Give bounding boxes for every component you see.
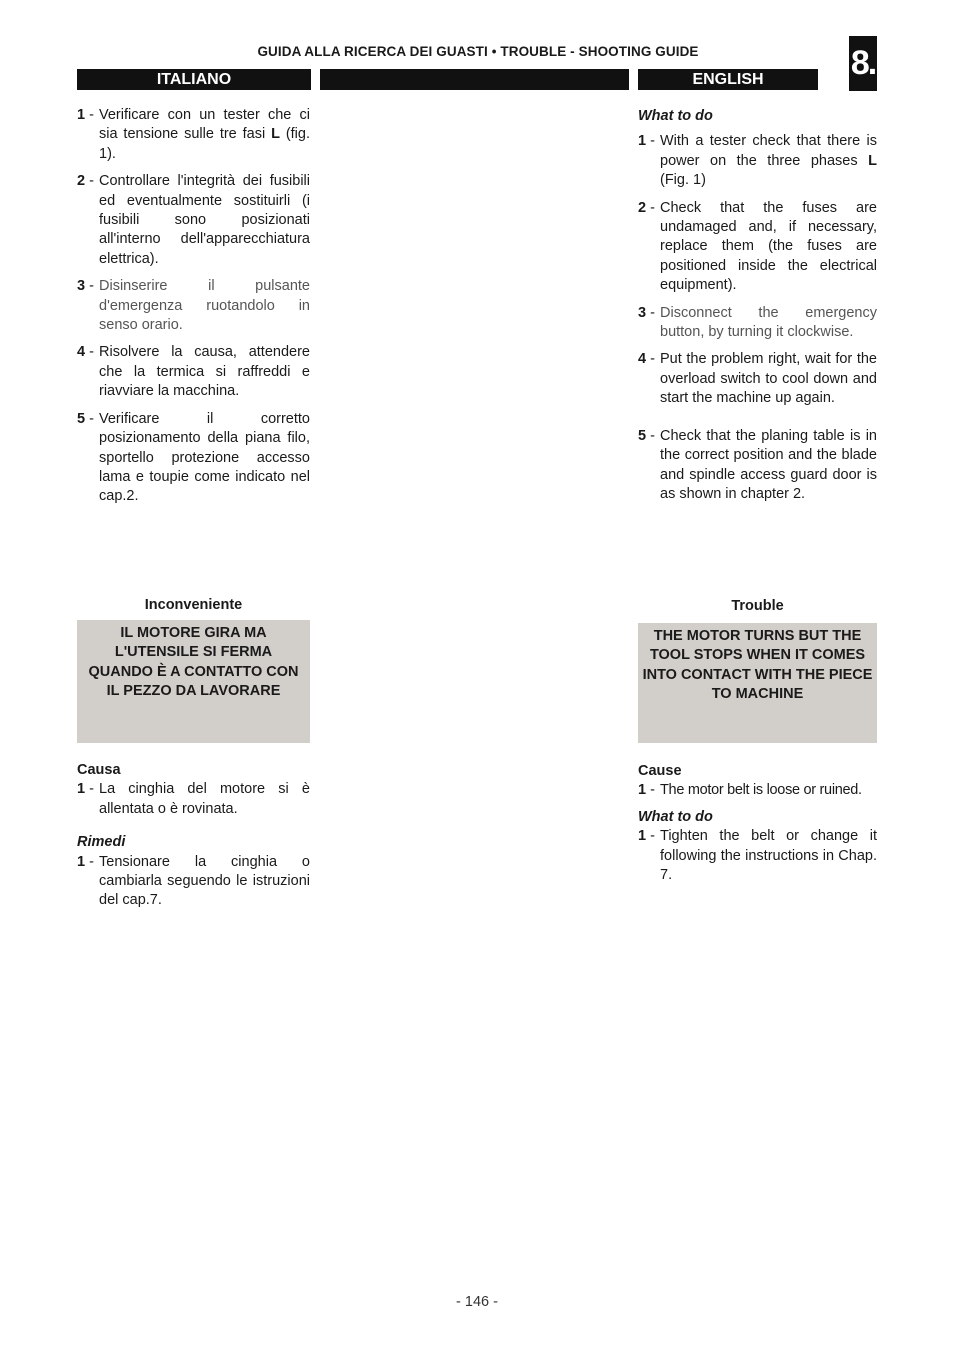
step-number: 4	[638, 351, 647, 368]
step-bold-ref: L	[271, 126, 280, 143]
cause-text: La cinghia del motore si è allentata o è rovinata.	[99, 781, 310, 817]
remedy-text: Tensionare la cinghia o cambiarla seguendo le istruzioni del cap.7.	[99, 853, 310, 909]
running-header: GUIDA ALLA RICERCA DEI GUASTI • TROUBLE - SHOOTING GUIDE	[257, 44, 699, 59]
step-text: With a tester check that there is power on the three phases	[660, 133, 877, 169]
english-step-5: 5 - Check that the planing table is in the correct position and the blade and spindle access guard door is as shown in chapter 2.	[638, 427, 877, 505]
step-text: Check that the planing table is in the correct position and the blade and spindle access guard door is as shown in chapter 2.	[660, 427, 877, 502]
trouble-label-italian: Inconveniente	[144, 597, 243, 613]
italian-step-2: 2 - Controllare l'integrità dei fusibili ed eventualmente sostituirli (i fusibili sono posizionati all'interno dell'apparecchiatura elettrica).	[77, 172, 310, 269]
remedy-title: What to do	[638, 808, 713, 825]
step-text: Put the problem right, wait for the overload switch to cool down and start the machine up again.	[660, 351, 877, 407]
step-number: 3	[77, 278, 86, 295]
english-step-1: 1 - With a tester check that there is power on the three phases L (Fig. 1)	[638, 133, 877, 189]
italian-step-3: 3 - Disinserire il pulsante d'emergenza ruotandolo in senso orario.	[77, 277, 310, 335]
lang-bar-english: ENGLISH	[638, 69, 818, 90]
italian-remedy-1: 1 - Tensionare la cinghia o cambiarla seguendo le istruzioni del cap.7.	[77, 853, 310, 911]
english-cause-1: 1 - The motor belt is loose or ruined.	[638, 781, 877, 800]
step-number: 5	[77, 410, 86, 427]
italian-steps	[77, 106, 310, 515]
trouble-label-english: Trouble	[731, 598, 784, 614]
step-number: 3	[638, 304, 647, 321]
english-step-2: 2 - Check that the fuses are undamaged and, if necessary, replace them (the fuses are positioned inside the electrical equipment).	[638, 199, 877, 296]
lang-bar-middle	[320, 69, 629, 90]
italian-cause-1: 1 - La cinghia del motore si è allentata o è rovinata.	[77, 780, 310, 819]
what-to-do-heading: What to do	[638, 108, 713, 124]
italian-cause-section	[77, 761, 310, 919]
step-text: Disinserire il pulsante d'emergenza ruotandolo in senso orario.	[99, 278, 310, 334]
english-steps	[638, 107, 877, 512]
italian-step-5: 5 - Verificare il corretto posizionamento della piana filo, sportello protezione accesso lama e toupie come indicato nel cap.2.	[77, 410, 310, 507]
step-number: 1	[638, 828, 647, 845]
chapter-badge: 8.	[849, 36, 877, 91]
cause-title: Cause	[638, 763, 682, 779]
step-text: Controllare l'integrità dei fusibili ed eventualmente sostituirli (i fusibili sono posizionati all'interno dell'apparecchiatura elettrica).	[99, 173, 310, 267]
step-bold-ref: L	[868, 152, 877, 169]
english-cause-section	[638, 762, 877, 893]
english-remedy-1: 1 - Tighten the belt or change it following the instructions in Chap. 7.	[638, 827, 877, 885]
italian-step-1: 1 - Verificare con un tester che ci sia tensione sulle tre fasi L (fig. 1).	[77, 107, 310, 162]
step-text: Risolvere la causa, attendere che la termica si raffreddi e riavviare la macchina.	[99, 344, 310, 400]
step-number: 1	[77, 107, 86, 123]
english-step-3: 3 - Disconnect the emergency button, by turning it clockwise.	[638, 304, 877, 343]
step-number: 1	[638, 133, 647, 150]
italian-step-4: 4 - Risolvere la causa, attendere che la termica si raffreddi e riavviare la macchina.	[77, 343, 310, 401]
cause-title: Causa	[77, 762, 121, 778]
step-number: 1	[638, 782, 647, 799]
step-text: Disconnect the emergency button, by turning it clockwise.	[660, 304, 877, 341]
step-text-end: (fig. 1).	[99, 126, 310, 162]
remedy-text: Tighten the belt or change it following the instructions in Chap. 7.	[660, 828, 877, 884]
trouble-box-english: THE MOTOR TURNS BUT THE TOOL STOPS WHEN IT COMES INTO CONTACT WITH THE PIECE TO MACHINE	[638, 623, 877, 743]
trouble-box-italian: IL MOTORE GIRA MA L'UTENSILE SI FERMA QUANDO È A CONTATTO CON IL PEZZO DA LAVORARE	[77, 620, 310, 743]
lang-bar-italian: ITALIANO	[77, 69, 311, 90]
cause-text: The motor belt is loose or ruined.	[660, 782, 862, 799]
english-step-4: 4 - Put the problem right, wait for the overload switch to cool down and start the machine up again.	[638, 350, 877, 408]
step-number: 2	[638, 199, 647, 216]
step-text-end: (Fig. 1)	[660, 172, 706, 189]
step-text: Verificare il corretto posizionamento della piana filo, sportello protezione accesso lama e toupie come indicato nel cap.2.	[99, 410, 310, 505]
step-text: Verificare con un tester che ci sia tensione sulle tre fasi	[99, 107, 310, 143]
step-number: 1	[77, 781, 86, 798]
step-number: 4	[77, 344, 86, 361]
step-number: 1	[77, 853, 86, 870]
step-number: 5	[638, 427, 647, 444]
step-number: 2	[77, 173, 86, 190]
remedy-title: Rimedi	[77, 834, 126, 851]
page-number: - 146 -	[456, 1294, 498, 1310]
step-text: Check that the fuses are undamaged and, if necessary, replace them (the fuses are positioned inside the electrical equipment).	[660, 199, 877, 294]
